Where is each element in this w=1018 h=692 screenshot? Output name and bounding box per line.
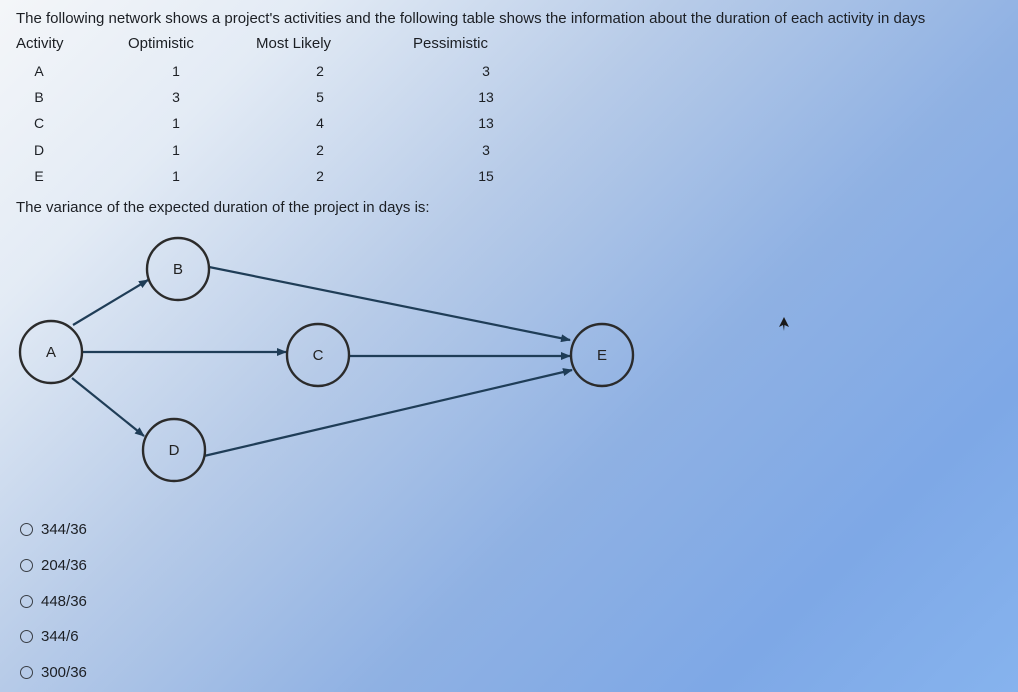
- edge-a-b: [73, 280, 148, 325]
- radio-button[interactable]: [20, 630, 33, 643]
- answer-option[interactable]: [20, 593, 87, 610]
- node-label-d: D: [168, 442, 180, 459]
- col-header-optimistic: Optimistic: [128, 35, 194, 52]
- cell-pessimistic: 15: [478, 168, 494, 184]
- node-label-a: A: [45, 344, 57, 361]
- cell-activity: D: [33, 142, 45, 158]
- cell-most-likely: 4: [316, 115, 324, 131]
- answer-option-label: 344/6: [41, 628, 79, 645]
- radio-button[interactable]: [20, 666, 33, 679]
- question-text: The following network shows a project's activities and the following table shows the information about the duration of each activity in days: [16, 10, 926, 27]
- cell-optimistic: 1: [172, 142, 180, 158]
- cell-activity: B: [34, 89, 44, 105]
- cell-optimistic: 3: [172, 89, 180, 105]
- edge-a-d: [72, 378, 144, 436]
- edge-d-e: [204, 370, 572, 456]
- answer-option[interactable]: [20, 664, 87, 681]
- cell-most-likely: 5: [316, 89, 324, 105]
- cell-pessimistic: 13: [478, 115, 494, 131]
- node-label-c: C: [312, 347, 324, 364]
- answer-option-label: 300/36: [41, 664, 87, 681]
- cell-optimistic: 1: [172, 63, 180, 79]
- answer-option-label: 204/36: [41, 557, 87, 574]
- cell-optimistic: 1: [172, 168, 180, 184]
- edge-b-e: [209, 267, 570, 340]
- cell-optimistic: 1: [172, 115, 180, 131]
- cell-pessimistic: 3: [482, 142, 490, 158]
- cell-activity: C: [33, 115, 45, 131]
- radio-button[interactable]: [20, 595, 33, 608]
- cell-pessimistic: 3: [482, 63, 490, 79]
- cell-most-likely: 2: [316, 63, 324, 79]
- answer-option[interactable]: [20, 521, 87, 538]
- cell-pessimistic: 13: [478, 89, 494, 105]
- col-header-activity: Activity: [16, 35, 64, 52]
- node-label-b: B: [172, 261, 184, 278]
- answer-option[interactable]: [20, 628, 79, 645]
- answer-option-label: 448/36: [41, 593, 87, 610]
- cell-activity: A: [34, 63, 44, 79]
- col-header-most-likely: Most Likely: [256, 35, 332, 52]
- node-label-e: E: [596, 347, 608, 364]
- cell-activity: E: [34, 168, 44, 184]
- cell-most-likely: 2: [316, 168, 324, 184]
- cell-most-likely: 2: [316, 142, 324, 158]
- mouse-cursor-icon: [776, 316, 792, 332]
- radio-button[interactable]: [20, 559, 33, 572]
- col-header-pessimistic: Pessimistic: [413, 35, 489, 52]
- answer-option-label: 344/36: [41, 521, 87, 538]
- network-diagram: [0, 230, 700, 500]
- answer-option[interactable]: [20, 557, 87, 574]
- variance-question: The variance of the expected duration of the project in days is:: [16, 199, 430, 216]
- radio-button[interactable]: [20, 523, 33, 536]
